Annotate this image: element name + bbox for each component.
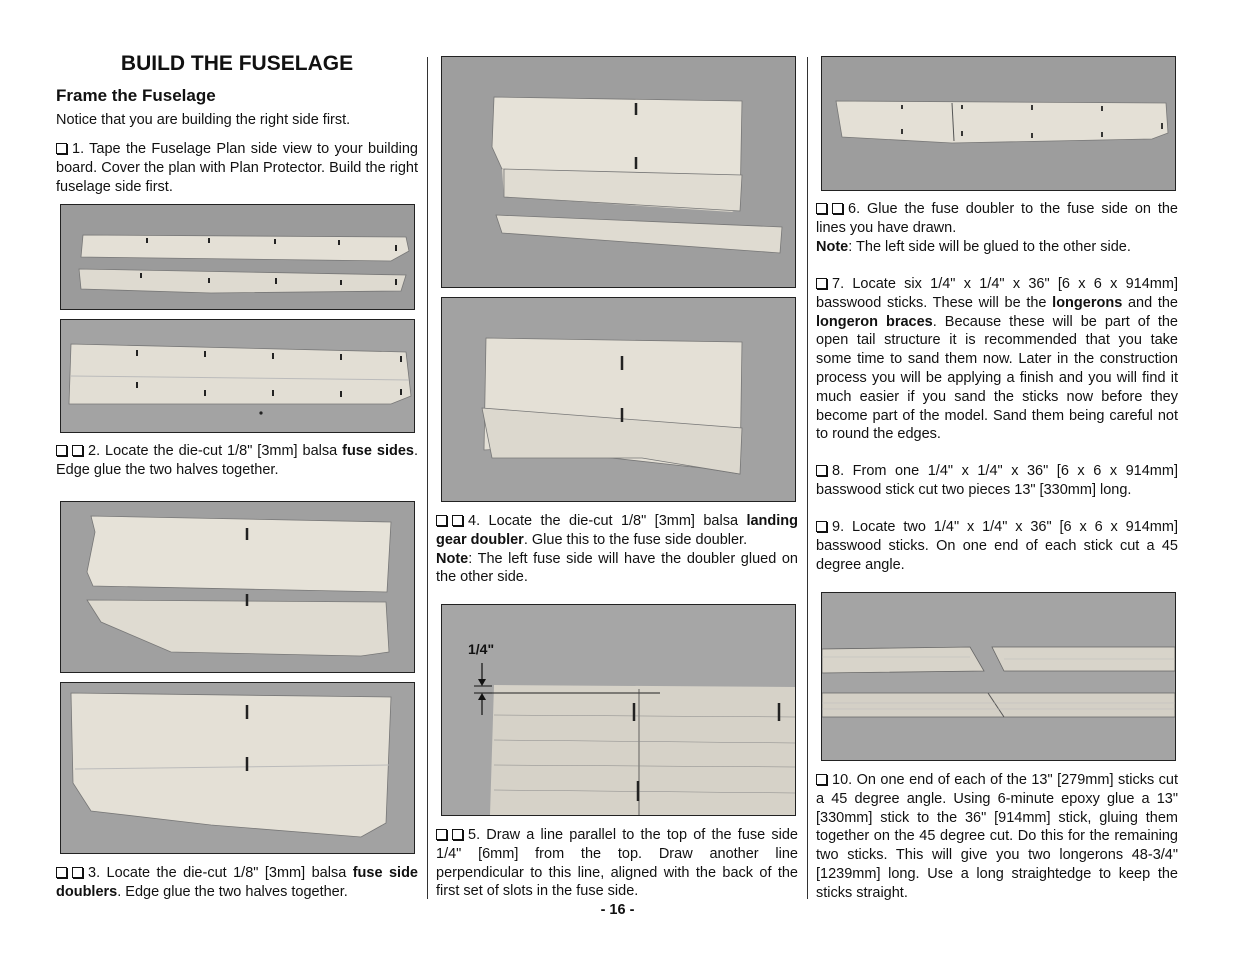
photo-fuse-sides-joined — [60, 319, 415, 433]
photo-landing-gear-doubler-glued — [441, 297, 796, 502]
photo-doublers-apart — [60, 501, 415, 673]
photo-landing-gear-doubler-parts — [441, 56, 796, 288]
step-9-text: 9. Locate two 1/4" x 1/4" x 36" [6 x 6 x 914mm] basswood sticks. On one end of each stick cut a 45 degree angle. — [816, 519, 1178, 573]
photo-line-closeup — [441, 604, 796, 816]
checkbox-icon[interactable] — [56, 867, 67, 878]
quarter-inch-label: 1/4" — [468, 641, 495, 657]
checkbox-icon[interactable] — [816, 203, 827, 214]
checkbox-icon[interactable] — [816, 774, 827, 785]
step-1-text: 1. Tape the Fuselage Plan side view to your building board. Cover the plan with Plan Protector. Build the right fuselage side first. — [56, 141, 418, 195]
checkbox-icon[interactable] — [816, 278, 827, 289]
step-3-text: 3. Locate the die-cut 1/8" [3mm] balsa fuse side doublers. Edge glue the two halves together. — [56, 865, 418, 900]
page-number: - 16 - — [600, 902, 635, 918]
step-10-text: 10. On one end of each of the 13" [279mm] sticks cut a 45 degree angle. Using 6-minute epoxy glue a 13" [330mm] stick to the 36" [914mm] stick, gluing them together on the 45 degree cut. Do this for the remaining two sticks. This will give you two longerons 48-3/4" [1239mm] long. Use a long straightedge to keep the sticks straight. — [816, 772, 1178, 901]
step-5-text: 5. Draw a line parallel to the top of the fuse side 1/4" [6mm] from the top. Draw another line perpendicular to this line, aligned with the back of the first set of slots in the fuse side. — [436, 827, 798, 900]
checkbox-icon[interactable] — [72, 445, 83, 456]
column-divider — [807, 57, 808, 899]
checkbox-icon[interactable] — [816, 521, 827, 532]
checkbox-icon[interactable] — [832, 203, 843, 214]
checkbox-icon[interactable] — [56, 445, 67, 456]
intro-text: Notice that you are building the right side first. — [56, 112, 351, 128]
checkbox-icon[interactable] — [436, 515, 447, 526]
checkbox-icon[interactable] — [436, 829, 447, 840]
checkbox-icon[interactable] — [452, 515, 463, 526]
section-subheading: Frame the Fuselage — [56, 86, 216, 105]
column-divider — [427, 57, 428, 899]
photo-fuse-side-assembled — [821, 56, 1176, 191]
photo-doublers-joined — [60, 682, 415, 854]
photo-fuse-sides-apart — [60, 204, 415, 310]
step-7-text: 7. Locate six 1/4" x 1/4" x 36" [6 x 6 x 914mm] basswood sticks. These will be the longerons and the longeron braces. Because these will be part of the open tail structure it is recommended that you take some time to sand them now. Later in the construction process you will be applying a finish and you will find it much easier if you sand the sticks now before they become part of the model. Sand them being careful not to round the edges. — [816, 276, 1178, 443]
step-8-text: 8. From one 1/4" x 1/4" x 36" [6 x 6 x 914mm] basswood stick cut two pieces 13" [330mm] long. — [816, 463, 1178, 498]
checkbox-icon[interactable] — [56, 143, 67, 154]
checkbox-icon[interactable] — [452, 829, 463, 840]
checkbox-icon[interactable] — [816, 465, 827, 476]
photo-longeron-45-cut — [821, 592, 1176, 761]
checkbox-icon[interactable] — [72, 867, 83, 878]
step-6-text: 6. Glue the fuse doubler to the fuse side on the lines you have drawn. Note: The left side will be glued to the other side. — [816, 201, 1178, 255]
step-2-text: 2. Locate the die-cut 1/8" [3mm] balsa fuse sides. Edge glue the two halves together. — [56, 443, 418, 478]
step-4-text: 4. Locate the die-cut 1/8" [3mm] balsa landing gear doubler. Glue this to the fuse side doubler. Note: The left fuse side will have the doubler glued on the other side. — [436, 513, 798, 586]
page-heading: BUILD THE FUSELAGE — [120, 52, 354, 75]
